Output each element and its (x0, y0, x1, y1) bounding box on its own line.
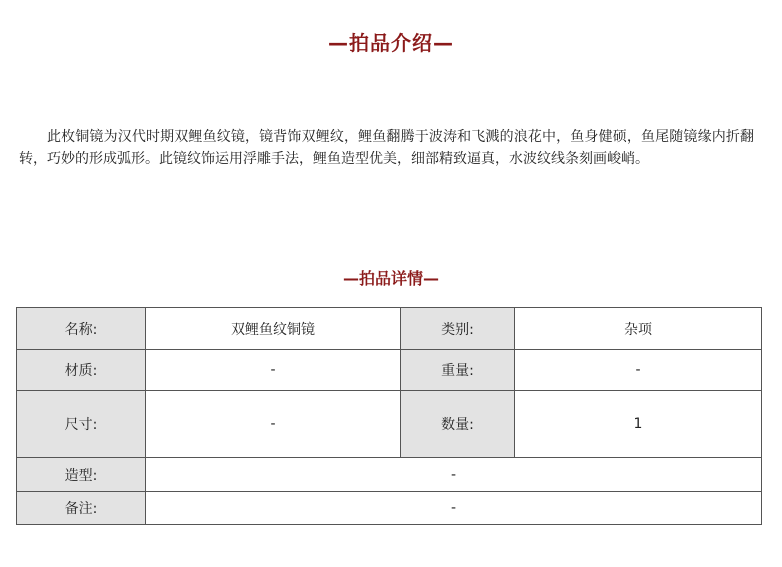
details-table (16, 307, 762, 525)
table-row (17, 391, 762, 458)
label-remarks: 备注: (17, 492, 146, 525)
table-row (17, 458, 762, 492)
label-shape: 造型: (17, 458, 146, 492)
label-name: 名称: (17, 308, 146, 350)
intro-heading: —拍品介绍— (328, 31, 454, 55)
value-quantity: 1 (515, 391, 762, 458)
value-weight: - (515, 350, 762, 391)
table-row (17, 350, 762, 391)
table-row (17, 492, 762, 525)
value-size: - (146, 391, 401, 458)
label-material: 材质: (17, 350, 146, 391)
value-name: 双鲤鱼纹铜镜 (146, 308, 401, 350)
label-category: 类别: (401, 308, 515, 350)
details-heading: —拍品详情— (342, 269, 439, 288)
label-size: 尺寸: (17, 391, 146, 458)
label-weight: 重量: (401, 350, 515, 391)
value-shape: - (146, 458, 762, 492)
intro-text: 此枚铜镜为汉代时期双鲤鱼纹镜，镜背饰双鲤纹，鲤鱼翻腾于波涛和飞溅的浪花中，鱼身健硕，鱼尾随镜缘内折翻转，巧妙的形成弧形。此镜纹饰运用浮雕手法，鲤鱼造型优美，细部精致逼真，水波纹线条刻画峻峭。 (19, 129, 754, 167)
value-material: - (146, 350, 401, 391)
value-category: 杂项 (515, 308, 762, 350)
label-quantity: 数量: (401, 391, 515, 458)
value-remarks: - (146, 492, 762, 525)
table-row (17, 308, 762, 350)
